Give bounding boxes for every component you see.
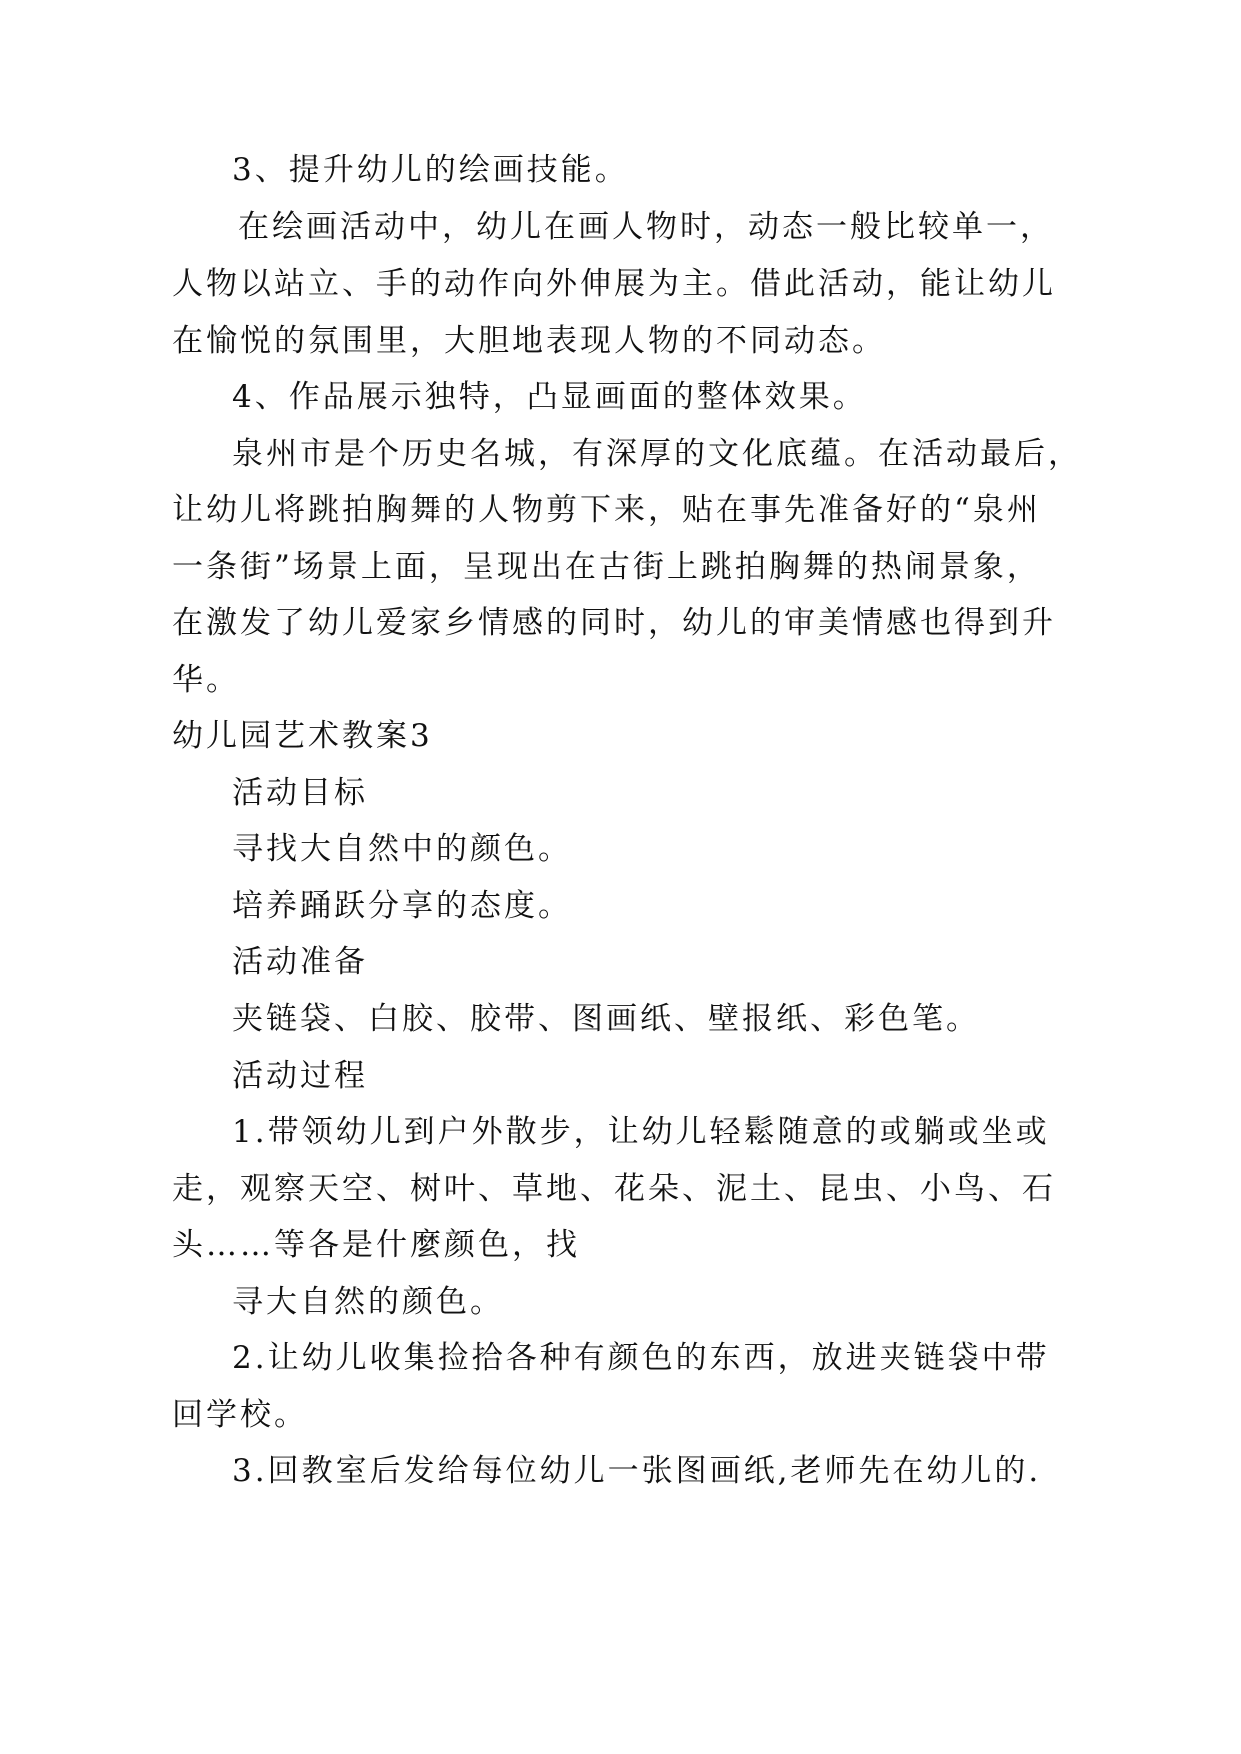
text-line: 寻大自然的颜色。: [232, 1284, 504, 1320]
text-line: 3.回教室后发给每位幼儿一张图画纸,老师先在幼儿的.: [232, 1453, 1042, 1489]
text-line: 头……等各是什麼颜色，找: [172, 1227, 580, 1263]
text-line: 泉州市是个历史名城，有深厚的文化底蕴。在活动最后，: [232, 436, 1082, 472]
text-line: 培养踊跃分享的态度。: [232, 888, 572, 924]
text-line: 3、提升幼儿的绘画技能。: [232, 152, 629, 188]
text-line: 华。: [172, 662, 240, 698]
text-line: 4、作品展示独特，凸显画面的整体效果。: [232, 379, 867, 415]
text-line: 1.带领幼儿到户外散步，让幼儿轻鬆随意的或躺或坐或: [232, 1114, 1050, 1150]
section-title: 幼儿园艺术教案3: [172, 718, 433, 754]
section-heading: 活动准备: [232, 944, 368, 980]
text-line: 人物以站立、手的动作向外伸展为主。借此活动，能让幼儿: [172, 266, 1056, 302]
text-line: 走，观察天空、树叶、草地、花朵、泥土、昆虫、小鸟、石: [172, 1171, 1056, 1207]
text-line: 一条街”场景上面，呈现出在古街上跳拍胸舞的热闹景象，: [172, 549, 1041, 585]
section-heading: 活动目标: [232, 775, 368, 811]
text-line: 在绘画活动中，幼儿在画人物时，动态一般比较单一，: [238, 209, 1054, 245]
text-line: 2.让幼儿收集捡拾各种有颜色的东西，放进夹链袋中带: [232, 1340, 1050, 1376]
text-line: 让幼儿将跳拍胸舞的人物剪下来，贴在事先准备好的“泉州: [172, 492, 1041, 528]
text-line: 在激发了幼儿爱家乡情感的同时，幼儿的审美情感也得到升: [172, 605, 1056, 641]
section-heading: 活动过程: [232, 1058, 368, 1094]
text-line: 夹链袋、白胶、胶带、图画纸、壁报纸、彩色笔。: [232, 1001, 980, 1037]
text-line: 寻找大自然中的颜色。: [232, 831, 572, 867]
text-line: 回学校。: [172, 1397, 308, 1433]
text-line: 在愉悦的氛围里，大胆地表现人物的不同动态。: [172, 323, 886, 359]
